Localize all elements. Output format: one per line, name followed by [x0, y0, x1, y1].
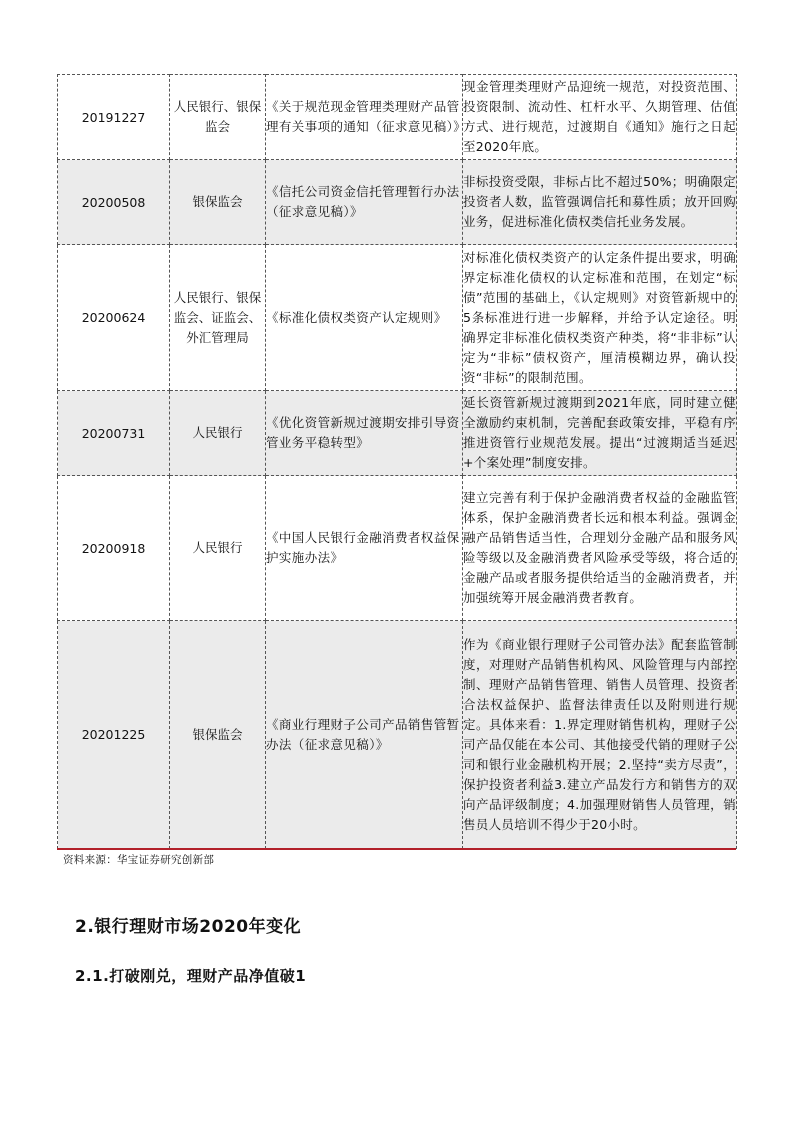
date-cell: 20201225 — [58, 621, 170, 849]
table-row — [58, 621, 737, 849]
source-note: 资料来源：华宝证券研究创新部 — [63, 854, 215, 866]
description-cell: 建立完善有利于保护金融消费者权益的金融监管体系，保护金融消费者长远和根本利益。强调金融产品销售适当性，合理划分金融产品和服务风险等级以及金融消费者风险承受等级，将合适的金融产品或者服务提供给适当的金融消费者，并加强统筹开展金融消费者教育。 — [463, 476, 737, 621]
table-row — [58, 245, 737, 391]
agency-cell: 银保监会 — [170, 621, 266, 849]
agency-cell: 人民银行、银保监会 — [170, 75, 266, 160]
document-cell: 《标准化债权类资产认定规则》 — [266, 245, 463, 391]
document-cell: 《优化资管新规过渡期安排引导资管业务平稳转型》 — [266, 391, 463, 476]
section-heading: 2.银行理财市场2020年变化 — [75, 917, 302, 937]
table-row — [58, 391, 737, 476]
description-cell: 现金管理类理财产品迎统一规范，对投资范围、投资限制、流动性、杠杆水平、久期管理、估值方式、进行规范，过渡期自《通知》施行之日起至2020年底。 — [463, 75, 737, 160]
agency-cell: 人民银行 — [170, 476, 266, 621]
description-cell: 非标投资受限，非标占比不超过50%；明确限定投资者人数，监管强调信托和募性质；放开回购业务，促进标准化债权类信托业务发展。 — [463, 160, 737, 245]
date-cell: 20191227 — [58, 75, 170, 160]
description-cell: 作为《商业银行理财子公司管办法》配套监管制度，对理财产品销售机构风、风险管理与内部控制、理财产品销售管理、销售人员管理、投资者合法权益保护、监督法律责任以及附则进行规定。具体来看：1.界定理财销售机构，理财子公司产品仅能在本公司、其他接受代销的理财子公司和银行业金融机构开展；2.坚持“卖方尽责”，保护投资者利益3.建立产品发行方和销售方的双向产品评级制度；4.加强理财销售人员管理，销售员人员培训不得少于20小时。 — [463, 621, 737, 849]
document-cell: 《商业行理财子公司产品销售管暂办法（征求意见稿）》 — [266, 621, 463, 849]
table-row — [58, 160, 737, 245]
document-cell: 《信托公司资金信托管理暂行办法（征求意见稿）》 — [266, 160, 463, 245]
document-cell: 《中国人民银行金融消费者权益保护实施办法》 — [266, 476, 463, 621]
date-cell: 20200918 — [58, 476, 170, 621]
table-row — [58, 75, 737, 160]
regulation-table — [57, 74, 737, 849]
document-cell: 《关于规范现金管理类理财产品管理有关事项的通知（征求意见稿）》 — [266, 75, 463, 160]
table-bottom-rule — [57, 848, 736, 850]
description-cell: 延长资管新规过渡期到2021年底，同时建立健全激励约束机制，完善配套政策安排，平稳有序推进资管行业规范发展。提出“过渡期适当延迟+个案处理”制度安排。 — [463, 391, 737, 476]
date-cell: 20200624 — [58, 245, 170, 391]
subsection-heading: 2.1.打破刚兑，理财产品净值破1 — [75, 967, 307, 985]
table-row — [58, 476, 737, 621]
description-cell: 对标准化债权类资产的认定条件提出要求，明确界定标准化债权的认定标准和范围，在划定“标债”范围的基础上，《认定规则》对资管新规中的5条标准进行进一步解释，并给予认定途径。明确界定非标准化债权类资产种类，将“非非标”认定为“非标”债权资产，厘清模糊边界，确认投资“非标”的限制范围。 — [463, 245, 737, 391]
agency-cell: 银保监会 — [170, 160, 266, 245]
date-cell: 20200731 — [58, 391, 170, 476]
date-cell: 20200508 — [58, 160, 170, 245]
agency-cell: 人民银行 — [170, 391, 266, 476]
agency-cell: 人民银行、银保监会、证监会、外汇管理局 — [170, 245, 266, 391]
